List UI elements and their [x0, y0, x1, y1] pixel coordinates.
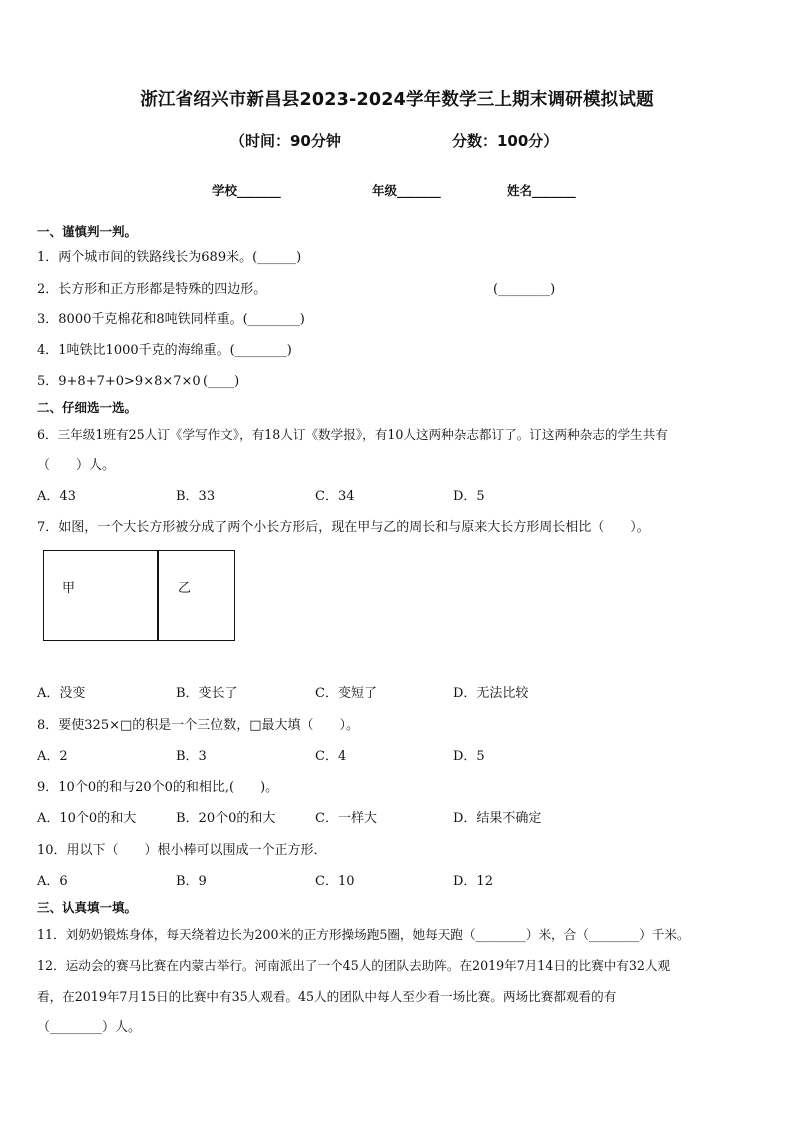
- question-3: [37, 310, 305, 330]
- question-12-line-3: （________）人。: [37, 1020, 142, 1035]
- question-5-text: 5．9+8+7+0>9×8×7×0: [37, 374, 201, 389]
- section-2-heading: 二、仔细选一选。: [37, 400, 138, 415]
- q10-option-a[interactable]: A．6: [37, 874, 68, 889]
- q7-option-a[interactable]: A．没变: [37, 686, 86, 701]
- question-11: 11．刘奶奶锻炼身体，每天绕着边长为200米的正方形操场跑5圈，她每天跑（________）米，合（________）千米。: [37, 927, 690, 942]
- answer-blank-3[interactable]: (________): [242, 312, 305, 327]
- school-field[interactable]: 学校_______: [212, 183, 281, 198]
- question-1-text: 1．两个城市间的铁路线长为689米。: [37, 250, 253, 265]
- answer-blank-4[interactable]: (________): [229, 343, 292, 358]
- q9-option-d[interactable]: D．结果不确定: [453, 811, 542, 826]
- q8-option-d[interactable]: D．5: [453, 749, 485, 764]
- q6-option-a[interactable]: A．43: [37, 489, 76, 504]
- question-10: 10．用以下（ ）根小棒可以围成一个正方形．: [37, 843, 327, 858]
- q10-option-c[interactable]: C．10: [315, 874, 355, 889]
- q10-option-d[interactable]: D．12: [453, 874, 493, 889]
- q6-option-d[interactable]: D．5: [453, 489, 485, 504]
- section-3-heading: 三、认真填一填。: [37, 900, 138, 915]
- section-1-heading: 一、谨慎判一判。: [37, 224, 138, 239]
- question-3-text: 3．8000千克棉花和8吨铁同样重。: [37, 312, 243, 327]
- exam-time: （时间：90分钟: [230, 132, 341, 150]
- name-field[interactable]: 姓名_______: [507, 183, 576, 198]
- question-7: 7．如图，一个大长方形被分成了两个小长方形后，现在甲与乙的周长和与原来大长方形周长相比（ ）。: [37, 520, 650, 535]
- answer-blank-2[interactable]: (________): [493, 282, 556, 297]
- q10-option-b[interactable]: B．9: [176, 874, 207, 889]
- figure-label-jia: 甲: [62, 581, 76, 596]
- rectangle-divider: [157, 551, 159, 640]
- question-8: 8．要使325×□的积是一个三位数，□最大填（ ）。: [37, 718, 360, 733]
- answer-blank-1[interactable]: (______): [252, 250, 302, 265]
- rectangle-figure: [43, 550, 235, 641]
- q7-option-d[interactable]: D．无法比较: [453, 686, 529, 701]
- q8-option-b[interactable]: B．3: [176, 749, 207, 764]
- question-6-line-2: （ ）人。: [37, 458, 116, 473]
- q7-option-c[interactable]: C．变短了: [315, 686, 377, 701]
- question-4: [37, 341, 292, 361]
- q6-option-c[interactable]: C．34: [315, 489, 355, 504]
- q9-option-b[interactable]: B．20个0的和大: [176, 811, 276, 826]
- q7-option-b[interactable]: B．变长了: [176, 686, 238, 701]
- exam-title: 浙江省绍兴市新昌县2023-2024学年数学三上期末调研模拟试题: [140, 90, 654, 110]
- answer-blank-5[interactable]: (____): [203, 374, 240, 389]
- exam-subtitle: [0, 130, 794, 150]
- q9-option-a[interactable]: A．10个0的和大: [37, 811, 137, 826]
- q8-option-c[interactable]: C．4: [315, 749, 347, 764]
- grade-field[interactable]: 年级_______: [372, 183, 441, 198]
- q8-option-a[interactable]: A．2: [37, 749, 68, 764]
- question-4-text: 4．1吨铁比1000千克的海绵重。: [37, 343, 230, 358]
- exam-score: 分数：100分）: [452, 132, 559, 150]
- question-9: 9．10个0的和与20个0的和相比,( )。: [37, 780, 279, 795]
- question-5: [37, 372, 201, 392]
- question-6-line-1: 6．三年级1班有25人订《学写作文》，有18人订《数学报》，有10人这两种杂志都订了。订这两种杂志的学生共有: [37, 427, 668, 442]
- student-info-fields: [0, 181, 794, 201]
- question-1: [37, 248, 301, 268]
- q6-option-b[interactable]: B．33: [176, 489, 216, 504]
- question-2: [37, 280, 266, 300]
- figure-label-yi: 乙: [178, 581, 192, 596]
- question-12-line-2: 看，在2019年7月15日的比赛中有35人观看。45人的团队中每人至少看一场比赛。两场比赛都观看的有: [37, 989, 617, 1004]
- question-2-text: 2．长方形和正方形都是特殊的四边形。: [37, 282, 267, 297]
- question-12-line-1: 12．运动会的赛马比赛在内蒙古举行。河南派出了一个45人的团队去助阵。在2019年7月14日的比赛中有32人观: [37, 958, 671, 973]
- q9-option-c[interactable]: C．一样大: [315, 811, 377, 826]
